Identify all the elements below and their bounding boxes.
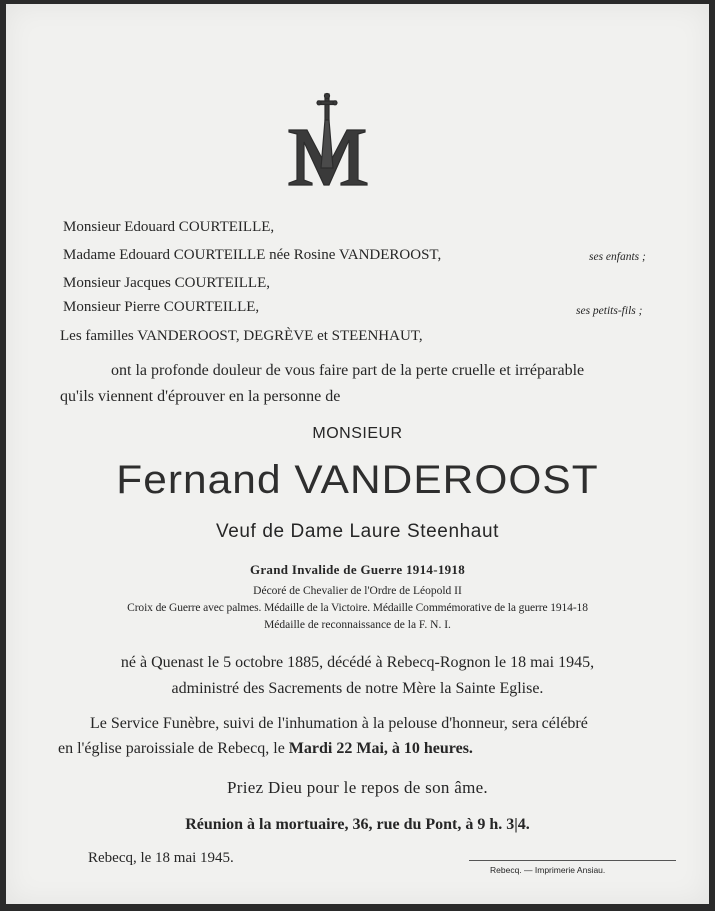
widower-line: Veuf de Dame Laure Steenhaut [216,521,499,542]
service-line-1: Le Service Funèbre, suivi de l'inhumation à la pelouse d'honneur, sera célébré [90,715,588,732]
family-note-children: ses enfants ; [589,251,646,263]
service-date-time: Mardi 22 Mai, à 10 heures. [288,740,473,757]
family-line-3: Monsieur Jacques COURTEILLE, [63,275,270,291]
place-date: Rebecq, le 18 mai 1945. [88,850,234,866]
announcement-line-1: ont la profonde douleur de vous faire part de la perte cruelle et irréparable [111,362,585,379]
meeting-line: Réunion à la mortuaire, 36, rue du Pont, à 9 h. 3|4. [185,816,530,833]
prayer-line: Priez Dieu pour le repos de son âme. [226,778,488,797]
honors-line-3: Médaille de reconnaissance de la F. N. I. [264,619,451,631]
family-line-4: Monsieur Pierre COURTEILLE, [63,299,260,315]
family-line-5: Les familles VANDEROOST, DEGRÈVE et STEENHAUT, [60,328,423,344]
honors-line-2: Croix de Guerre avec palmes. Médaille de la Victoire. Médaille Commémorative de la guerre 1914-18 [127,602,588,614]
printer-credit: Rebecq. — Imprimerie Ansiau. [490,865,606,875]
life-line-2: administré des Sacrements de notre Mère la Sainte Eglise. [171,680,544,697]
family-line-1: Monsieur Edouard COURTEILLE, [63,219,275,235]
honorific: MONSIEUR [312,425,403,442]
marian-monogram-icon [277,92,377,188]
family-line-2: Madame Edouard COURTEILLE née Rosine VANDEROOST, [63,247,442,263]
announcement-line-2: qu'ils viennent d'éprouver en la personne de [60,388,341,405]
service-line-2-text: en l'église paroissiale de Rebecq, le [58,740,289,757]
printer-rule [469,860,676,861]
mourning-card [6,4,709,904]
honors-title: Grand Invalide de Guerre 1914-1918 [249,562,466,577]
deceased-name: Fernand VANDEROOST [116,458,599,502]
service-line-2 [58,740,473,758]
honors-line-1: Décoré de Chevalier de l'Ordre de Léopold II [253,585,462,597]
life-line-1: né à Quenast le 5 octobre 1885, décédé à Rebecq-Rognon le 18 mai 1945, [120,654,595,671]
family-note-grandsons: ses petits-fils ; [576,305,643,317]
